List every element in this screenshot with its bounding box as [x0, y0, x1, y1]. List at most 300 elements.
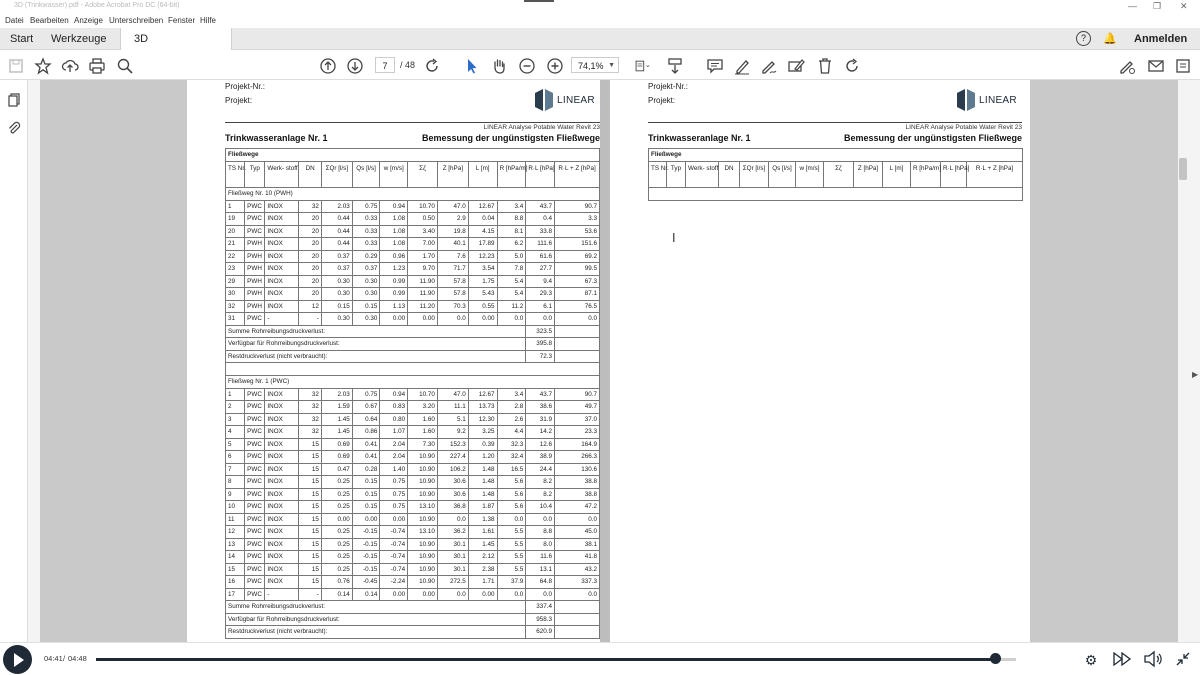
table-cell: 1.08 [380, 225, 408, 238]
doc-heading: Trinkwasseranlage Nr. 1 [225, 133, 328, 143]
zoom-value: 74,1% [578, 61, 604, 71]
table-cell: 7.30 [408, 438, 438, 451]
summary-row [226, 350, 600, 363]
summary-empty-cell [555, 350, 600, 363]
table-cell: 5 [226, 438, 245, 451]
table-cell: 1.40 [380, 463, 408, 476]
table-cell: PWH [245, 263, 265, 276]
column-header: DN [299, 162, 321, 188]
table-cell: PWC [245, 401, 265, 414]
table-cell: 3.3 [555, 213, 600, 226]
table-cell: 30.1 [437, 538, 468, 551]
table-cell: 0.39 [468, 438, 497, 451]
upload-cloud-icon[interactable] [60, 55, 80, 75]
bookmark-star-icon[interactable] [33, 55, 53, 75]
table-cell: INOX [265, 501, 299, 514]
table-cell: 0.44 [321, 213, 352, 226]
table-cell: 20 [299, 275, 321, 288]
table-cell: 0.25 [321, 563, 352, 576]
table-cell: PWH [245, 275, 265, 288]
table-cell: PWC [245, 513, 265, 526]
table-cell: -0.15 [352, 538, 380, 551]
column-header: Werk- stoff [265, 162, 299, 188]
zoom-out-icon[interactable] [517, 55, 537, 75]
search-zoom-icon[interactable] [115, 55, 135, 75]
table-cell: 164.9 [555, 438, 600, 451]
minimize-icon[interactable]: — [1128, 1, 1137, 11]
table-cell: INOX [265, 488, 299, 501]
table-cell: 19.8 [437, 225, 468, 238]
table-cell: 5.4 [497, 275, 526, 288]
hand-tool-icon[interactable] [489, 55, 509, 75]
table-header-row [226, 162, 600, 188]
table-row [226, 263, 600, 276]
summary-label: Summe Rohrreibungsdruckverlust: [226, 325, 526, 338]
projekt-label: Projekt: [225, 96, 253, 105]
table-cell: 0.30 [352, 275, 380, 288]
table-cell: 15 [299, 576, 321, 589]
scrollbar-thumb[interactable] [1179, 158, 1187, 180]
save-icon[interactable] [6, 55, 26, 75]
table-cell: 0.14 [352, 588, 380, 601]
table-cell: 3.54 [468, 263, 497, 276]
menu-bearbeiten[interactable]: Bearbeiten [30, 16, 69, 25]
table-cell: 47.0 [437, 200, 468, 213]
seek-handle[interactable] [990, 653, 1001, 664]
table-cell: 1.45 [468, 538, 497, 551]
column-header: TS Nr. [649, 162, 667, 188]
column-header: R [hPa/m] [911, 162, 941, 188]
table-cell: 0.44 [321, 225, 352, 238]
comment-icon[interactable] [705, 55, 725, 75]
table-cell: 0.30 [321, 275, 352, 288]
column-header: Typ [245, 162, 265, 188]
next-page-icon[interactable] [345, 55, 365, 75]
table-cell: 37.0 [555, 413, 600, 426]
table-cell: 15 [299, 538, 321, 551]
table-cell: 13 [226, 538, 245, 551]
table-cell: 0.28 [352, 463, 380, 476]
table-cell: 15 [299, 488, 321, 501]
table-cell: 8.1 [497, 225, 526, 238]
table-cell: 13.73 [468, 401, 497, 414]
seek-bar[interactable] [96, 658, 1016, 661]
table-cell: 2.6 [497, 413, 526, 426]
table-cell: 47.0 [437, 388, 468, 401]
summary-row [226, 325, 600, 338]
play-button[interactable] [3, 645, 32, 674]
table-cell: 0.0 [555, 513, 600, 526]
previous-page-icon[interactable] [318, 55, 338, 75]
table-row [226, 576, 600, 589]
table-row [226, 463, 600, 476]
tab-document[interactable] [120, 28, 232, 50]
table-cell: 0.00 [380, 513, 408, 526]
table-row [226, 200, 600, 213]
exit-fullscreen-icon[interactable] [1174, 651, 1192, 669]
menu-fenster[interactable]: Fenster [168, 16, 196, 25]
tab-werkzeuge[interactable]: Werkzeuge [51, 33, 107, 45]
table-cell: 1.23 [380, 263, 408, 276]
table-cell: 37.9 [497, 576, 526, 589]
table-cell: 0.0 [437, 513, 468, 526]
summary-row [226, 601, 600, 614]
table-cell: 0.0 [526, 313, 555, 326]
page-gap [600, 80, 610, 642]
table-cell: - [299, 588, 321, 601]
table-cell: 30.1 [437, 563, 468, 576]
table-cell: 8.8 [526, 526, 555, 539]
table-cell: 0.29 [352, 250, 380, 263]
table-cell: 0.00 [380, 313, 408, 326]
table-cell: INOX [265, 225, 299, 238]
empty-row [649, 188, 1023, 201]
table-cell: INOX [265, 438, 299, 451]
menu-anzeige[interactable]: Anzeige [74, 16, 103, 25]
table-cell: 10.90 [408, 563, 438, 576]
table-cell: PWC [245, 388, 265, 401]
summary-empty-cell [555, 338, 600, 351]
table-cell: 20 [299, 263, 321, 276]
divider [225, 122, 600, 123]
table-cell: 5.6 [497, 501, 526, 514]
scroll-mode-icon[interactable] [665, 55, 685, 75]
redo-icon[interactable] [842, 55, 862, 75]
table-cell: -0.74 [380, 563, 408, 576]
table-row [226, 388, 600, 401]
table-cell: 1.48 [468, 488, 497, 501]
table-cell: INOX [265, 250, 299, 263]
table-cell: 15 [299, 526, 321, 539]
table-cell: INOX [265, 200, 299, 213]
table-cell: 130.6 [555, 463, 600, 476]
table-cell: 29 [226, 275, 245, 288]
table-cell: 32 [299, 401, 321, 414]
table-cell: 32 [226, 300, 245, 313]
column-header: L [m] [468, 162, 497, 188]
table-cell: 38.8 [555, 488, 600, 501]
fill-sign-icon[interactable] [786, 55, 806, 75]
page-total: / 48 [400, 60, 416, 70]
table-cell: 20 [226, 225, 245, 238]
table-cell: 23.3 [555, 426, 600, 439]
zoom-in-icon[interactable] [545, 55, 565, 75]
table-cell: 2.03 [321, 200, 352, 213]
table-cell: 1.75 [468, 275, 497, 288]
linear-logo-icon [957, 89, 975, 111]
tab-start[interactable]: Start [10, 33, 34, 45]
table-cell: 0.94 [380, 200, 408, 213]
email-icon[interactable] [1146, 55, 1166, 75]
print-icon[interactable] [87, 55, 107, 75]
section-title: Fließweg Nr. 10 (PWH) [226, 188, 600, 201]
pages-panel-icon[interactable] [6, 92, 22, 113]
table-cell: 1.61 [468, 526, 497, 539]
delete-trash-icon[interactable] [815, 55, 835, 75]
table-row [226, 288, 600, 301]
table-cell: 0.41 [352, 438, 380, 451]
time-separator: / [63, 654, 66, 663]
table-cell: INOX [265, 263, 299, 276]
table-cell: 20 [299, 238, 321, 251]
column-header: R [hPa/m] [497, 162, 526, 188]
playback-speed-icon[interactable] [1111, 651, 1133, 669]
table-cell: 20 [299, 250, 321, 263]
table-cell: 0.00 [468, 313, 497, 326]
table-cell: 15 [299, 551, 321, 564]
table-cell: 0.69 [321, 438, 352, 451]
volume-icon[interactable] [1143, 651, 1165, 669]
table-cell: 64.8 [526, 576, 555, 589]
table-cell: 36.8 [437, 501, 468, 514]
table-cell: 4.15 [468, 225, 497, 238]
column-header: R·L [hPa] [941, 162, 967, 188]
table-cell: 5.4 [497, 288, 526, 301]
table-cell: 0.0 [555, 313, 600, 326]
restore-icon[interactable]: ❐ [1153, 1, 1162, 11]
table-cell: 15 [299, 451, 321, 464]
table-cell: 13.1 [526, 563, 555, 576]
highlight-pen-icon[interactable] [732, 55, 752, 75]
table-cell: 10.90 [408, 451, 438, 464]
column-header: TS Nr. [226, 162, 245, 188]
column-header: Z [hPa] [854, 162, 883, 188]
table-cell: 1.45 [321, 426, 352, 439]
table-cell: 16 [226, 576, 245, 589]
summary-label: Restdruckverlust (nicht verbraucht): [226, 626, 526, 639]
table-cell: 0.0 [497, 313, 526, 326]
table-cell: PWC [245, 200, 265, 213]
table-cell: 15 [299, 501, 321, 514]
menu-datei[interactable]: Datei [5, 16, 24, 25]
table-cell: PWH [245, 288, 265, 301]
zoom-select[interactable] [571, 57, 619, 73]
table-cell: 0.99 [380, 275, 408, 288]
table-cell: 12.6 [526, 438, 555, 451]
table-cell: 1.13 [380, 300, 408, 313]
table-cell: 0.44 [321, 238, 352, 251]
table-cell: 5.5 [497, 538, 526, 551]
table-cell: 0.33 [352, 225, 380, 238]
table-cell: 0.14 [321, 588, 352, 601]
table-cell: 13.10 [408, 526, 438, 539]
pdf-page-left [187, 80, 600, 642]
table-cell: 1.71 [468, 576, 497, 589]
table-cell: 27.7 [526, 263, 555, 276]
table-cell: 19 [226, 213, 245, 226]
table-cell: 0.33 [352, 238, 380, 251]
text-cursor-icon: Ⅰ [672, 231, 676, 245]
summary-row [226, 613, 600, 626]
close-window-icon[interactable]: ✕ [1180, 1, 1188, 11]
table-cell: 0.00 [468, 588, 497, 601]
table-cell: PWC [245, 576, 265, 589]
table-cell: 10.90 [408, 476, 438, 489]
pdf-page-right [610, 80, 1030, 642]
table-cell: 0.37 [321, 250, 352, 263]
table-cell: 0.30 [321, 313, 352, 326]
table-cell: 61.6 [526, 250, 555, 263]
table-cell: 15 [226, 563, 245, 576]
draw-tool-icon[interactable] [759, 55, 779, 75]
table-cell: 7.00 [408, 238, 438, 251]
page-margin-left [40, 80, 187, 642]
table-cell: -0.15 [352, 526, 380, 539]
table-cell: 0.96 [380, 250, 408, 263]
table-cell: 1.59 [321, 401, 352, 414]
table-cell: 0.37 [352, 263, 380, 276]
more-tools-icon[interactable] [1173, 55, 1193, 75]
help-icon[interactable]: ? [1076, 31, 1091, 46]
table-cell: 0.30 [352, 288, 380, 301]
table-cell: PWC [245, 463, 265, 476]
seek-progress [96, 658, 995, 661]
table-cell: INOX [265, 576, 299, 589]
table-cell: 32.3 [497, 438, 526, 451]
table-cell: 0.25 [321, 526, 352, 539]
vertical-scrollbar[interactable] [1178, 80, 1200, 642]
table-cell: 20 [299, 213, 321, 226]
doc-subheading: Bemessung der ungünstigsten Fließwege [843, 133, 1022, 143]
table-cell: 337.3 [555, 576, 600, 589]
table-cell: 151.6 [555, 238, 600, 251]
table-cell: 16.5 [497, 463, 526, 476]
table-cell: 0.04 [468, 213, 497, 226]
table-cell: -0.15 [352, 551, 380, 564]
notification-bell-icon[interactable]: 🔔 [1103, 33, 1117, 45]
table-cell: 0.75 [380, 476, 408, 489]
linear-logo [535, 89, 605, 111]
table-cell: 0.15 [321, 300, 352, 313]
page-number-input[interactable]: 7 [375, 57, 395, 73]
software-subtitle: LINEAR Analyse Potable Water Revit 23 [905, 124, 1022, 131]
table-cell: 15 [299, 476, 321, 489]
table-row [226, 275, 600, 288]
table-cell: INOX [265, 401, 299, 414]
attachment-icon[interactable] [6, 120, 22, 141]
table-cell: PWH [245, 300, 265, 313]
table-cell: 13.10 [408, 501, 438, 514]
table-cell: 6.1 [526, 300, 555, 313]
table-row [226, 401, 600, 414]
table-cell: 32 [299, 200, 321, 213]
table-cell: 43.2 [555, 563, 600, 576]
table-cell: 69.2 [555, 250, 600, 263]
fit-page-icon[interactable] [630, 55, 656, 75]
window-title: 3D (Trinkwasser).pdf - Adobe Acrobat Pro DC (64-bit) [14, 2, 180, 9]
table-cell: 14 [226, 551, 245, 564]
logo-text: LINEAR [557, 95, 595, 106]
table-cell: 15 [299, 438, 321, 451]
left-navigation-rail [0, 80, 28, 642]
table-cell: 15 [299, 563, 321, 576]
table-cell: 0.00 [321, 513, 352, 526]
table-cell: 10.90 [408, 538, 438, 551]
summary-empty-cell [555, 613, 600, 626]
section-header-row [226, 376, 600, 389]
table-cell: INOX [265, 413, 299, 426]
table-cell: PWC [245, 451, 265, 464]
menu-bar [0, 13, 1200, 28]
table-cell: 4.4 [497, 426, 526, 439]
table-row [226, 551, 600, 564]
column-header: Z [hPa] [437, 162, 468, 188]
table-cell: 0.47 [321, 463, 352, 476]
table-row [226, 438, 600, 451]
table-cell: 0.67 [352, 401, 380, 414]
table-cell: 32 [299, 426, 321, 439]
table-cell: 2.9 [437, 213, 468, 226]
settings-gear-icon[interactable]: ⚙ [1084, 652, 1098, 668]
table-row [226, 513, 600, 526]
summary-value: 337.4 [526, 601, 555, 614]
table-cell: 2.38 [468, 563, 497, 576]
table-cell: PWC [245, 476, 265, 489]
table-cell: - [299, 313, 321, 326]
table-row [226, 426, 600, 439]
table-cell: 30 [226, 288, 245, 301]
table-cell: 15 [299, 463, 321, 476]
table-cell: -0.45 [352, 576, 380, 589]
table-cell: 7 [226, 463, 245, 476]
table-cell: 0.15 [352, 476, 380, 489]
table-cell: 1.60 [408, 413, 438, 426]
table-cell: 49.7 [555, 401, 600, 414]
table-cell: 5.1 [437, 413, 468, 426]
table-cell: 5.6 [497, 476, 526, 489]
table-row [226, 526, 600, 539]
table-cell: 1.48 [468, 476, 497, 489]
expand-right-panel-icon[interactable]: ▶ [1192, 370, 1199, 379]
table-cell: 9.2 [437, 426, 468, 439]
rotate-view-icon[interactable] [422, 55, 442, 75]
table-cell: 6 [226, 451, 245, 464]
summary-row [226, 626, 600, 639]
share-link-icon[interactable] [1117, 55, 1137, 75]
table-cell: 0.0 [497, 588, 526, 601]
column-header: Σζ [824, 162, 854, 188]
table-cell: 5.6 [497, 488, 526, 501]
projekt-nr-label: Projekt-Nr.: [225, 82, 266, 91]
select-cursor-icon[interactable] [462, 55, 482, 75]
table-cell: 11.90 [408, 288, 438, 301]
table-cell: 0.25 [321, 476, 352, 489]
empty-row [226, 363, 600, 376]
menu-hilfe[interactable]: Hilfe [200, 16, 217, 25]
table-cell: 38.6 [526, 401, 555, 414]
table-cell: 1.38 [468, 513, 497, 526]
table-cell: 33.8 [526, 225, 555, 238]
table-cell: 57.8 [437, 275, 468, 288]
table-cell: 12 [226, 526, 245, 539]
software-subtitle: LINEAR Analyse Potable Water Revit 23 [483, 124, 600, 131]
table-cell: 57.8 [437, 288, 468, 301]
table-cell: PWC [245, 225, 265, 238]
table-cell: 0.00 [408, 588, 438, 601]
table-cell: INOX [265, 288, 299, 301]
table-cell: 152.3 [437, 438, 468, 451]
column-header: w [m/s] [380, 162, 408, 188]
table-cell: PWC [245, 551, 265, 564]
table-row [226, 538, 600, 551]
menu-unterschreiben[interactable]: Unterschreiben [109, 16, 164, 25]
table-cell: 272.5 [437, 576, 468, 589]
signin-button[interactable]: Anmelden [1134, 33, 1188, 45]
table-cell: 10.90 [408, 576, 438, 589]
table-cell: 3 [226, 413, 245, 426]
table-row [226, 313, 600, 326]
logo-text: LINEAR [979, 95, 1017, 106]
